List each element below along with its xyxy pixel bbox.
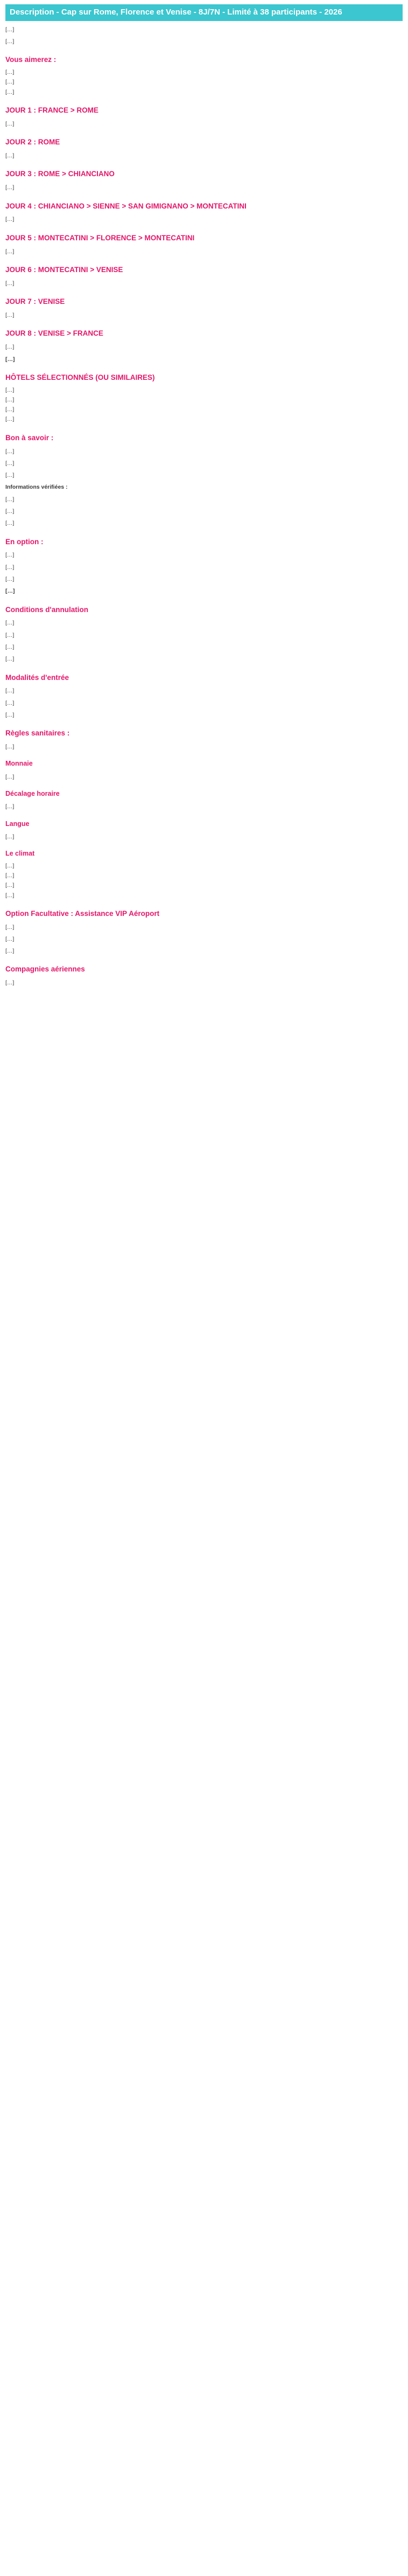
option-item: […] bbox=[5, 575, 15, 582]
climat-line: […] bbox=[5, 872, 15, 879]
assistance-paragraph: […] bbox=[5, 948, 15, 955]
infos-paragraph: […] bbox=[5, 520, 15, 527]
decalage-heading: Décalage horaire bbox=[5, 790, 60, 798]
day-heading: JOUR 2 : ROME bbox=[5, 138, 60, 147]
conditions-paragraph: […] bbox=[5, 620, 15, 627]
conditions-paragraph: […] bbox=[5, 656, 15, 663]
climat-heading: Le climat bbox=[5, 850, 35, 858]
vous-aimerez-item: […] bbox=[5, 79, 15, 86]
climat-line: […] bbox=[5, 882, 15, 889]
bon-a-savoir-paragraph: […] bbox=[5, 460, 15, 467]
day-body: […] bbox=[5, 312, 15, 319]
day-body: […] bbox=[5, 152, 15, 159]
vous-aimerez-item: […] bbox=[5, 88, 15, 95]
assistance-heading: Option Facultative : Assistance VIP Aéroport bbox=[5, 909, 160, 918]
intro bbox=[5, 25, 403, 46]
assistance-paragraph: […] bbox=[5, 924, 15, 931]
intro-paragraph: […] bbox=[5, 38, 15, 45]
hotel-item: […] bbox=[5, 406, 15, 413]
day-body: […] bbox=[5, 248, 15, 255]
intro-paragraph: […] bbox=[5, 26, 15, 33]
day-body: […] bbox=[5, 184, 15, 191]
day-body: […] bbox=[5, 344, 15, 351]
infos-heading: Informations vérifiées : bbox=[5, 484, 68, 491]
option-item: […] bbox=[5, 552, 15, 559]
day-heading: JOUR 7 : VENISE bbox=[5, 297, 65, 306]
bon-a-savoir-heading: Bon à savoir : bbox=[5, 433, 54, 442]
bon-a-savoir-paragraph: […] bbox=[5, 472, 15, 479]
hotels-list bbox=[5, 386, 403, 424]
monnaie-heading: Monnaie bbox=[5, 760, 33, 768]
options-heading: En option : bbox=[5, 537, 44, 546]
transfer-note: […] bbox=[5, 356, 15, 363]
modalites-heading: Modalités d'entrée bbox=[5, 673, 69, 682]
day-heading: JOUR 3 : ROME > CHIANCIANO bbox=[5, 170, 115, 178]
regles-sanitaires-paragraph: […] bbox=[5, 744, 15, 751]
options-supplement: […] bbox=[5, 588, 15, 595]
langue-heading: Langue bbox=[5, 820, 30, 828]
infos-paragraph: […] bbox=[5, 496, 15, 503]
day-heading: JOUR 6 : MONTECATINI > VENISE bbox=[5, 265, 123, 274]
assistance-paragraph: […] bbox=[5, 935, 15, 942]
monnaie-body: […] bbox=[5, 773, 15, 780]
modalites-paragraph: […] bbox=[5, 699, 15, 706]
day-body: […] bbox=[5, 216, 15, 223]
langue-body: […] bbox=[5, 834, 15, 841]
vous-aimerez-heading: Vous aimerez : bbox=[5, 55, 57, 64]
day-heading: JOUR 4 : CHIANCIANO > SIENNE > SAN GIMIGNANO > MONTECATINI bbox=[5, 202, 247, 210]
modalites-paragraph: […] bbox=[5, 688, 15, 695]
vous-aimerez-list bbox=[5, 68, 403, 96]
conditions-paragraph: […] bbox=[5, 631, 15, 638]
hotel-item: […] bbox=[5, 396, 15, 403]
decalage-body: […] bbox=[5, 803, 15, 810]
climat-list bbox=[5, 862, 403, 900]
bon-a-savoir-paragraph: […] bbox=[5, 448, 15, 455]
day-body: […] bbox=[5, 280, 15, 287]
infos-paragraph: […] bbox=[5, 508, 15, 515]
compagnies-body: […] bbox=[5, 980, 15, 987]
conditions-heading: Conditions d'annulation bbox=[5, 605, 88, 614]
climat-line: […] bbox=[5, 892, 15, 899]
modalites-paragraph: […] bbox=[5, 711, 15, 718]
day-heading: JOUR 8 : VENISE > FRANCE bbox=[5, 329, 103, 338]
day-body: […] bbox=[5, 120, 15, 127]
option-item: […] bbox=[5, 564, 15, 571]
conditions-paragraph: […] bbox=[5, 643, 15, 650]
vous-aimerez-item: […] bbox=[5, 69, 15, 76]
hotels-heading: HÔTELS SÉLECTIONNÉS (OU SIMILAIRES) bbox=[5, 373, 155, 381]
hotel-item: […] bbox=[5, 386, 15, 393]
day-heading: JOUR 5 : MONTECATINI > FLORENCE > MONTECATINI bbox=[5, 233, 195, 242]
compagnies-heading: Compagnies aériennes bbox=[5, 965, 85, 974]
page-title: Description - Cap sur Rome, Florence et Venise - 8J/7N - Limité à 38 participants - 2026 bbox=[5, 4, 403, 21]
document-page bbox=[0, 0, 408, 1004]
regles-sanitaires-heading: Règles sanitaires : bbox=[5, 729, 70, 738]
climat-line: […] bbox=[5, 862, 15, 869]
hotel-item: […] bbox=[5, 416, 15, 423]
day-heading: JOUR 1 : FRANCE > ROME bbox=[5, 106, 99, 114]
